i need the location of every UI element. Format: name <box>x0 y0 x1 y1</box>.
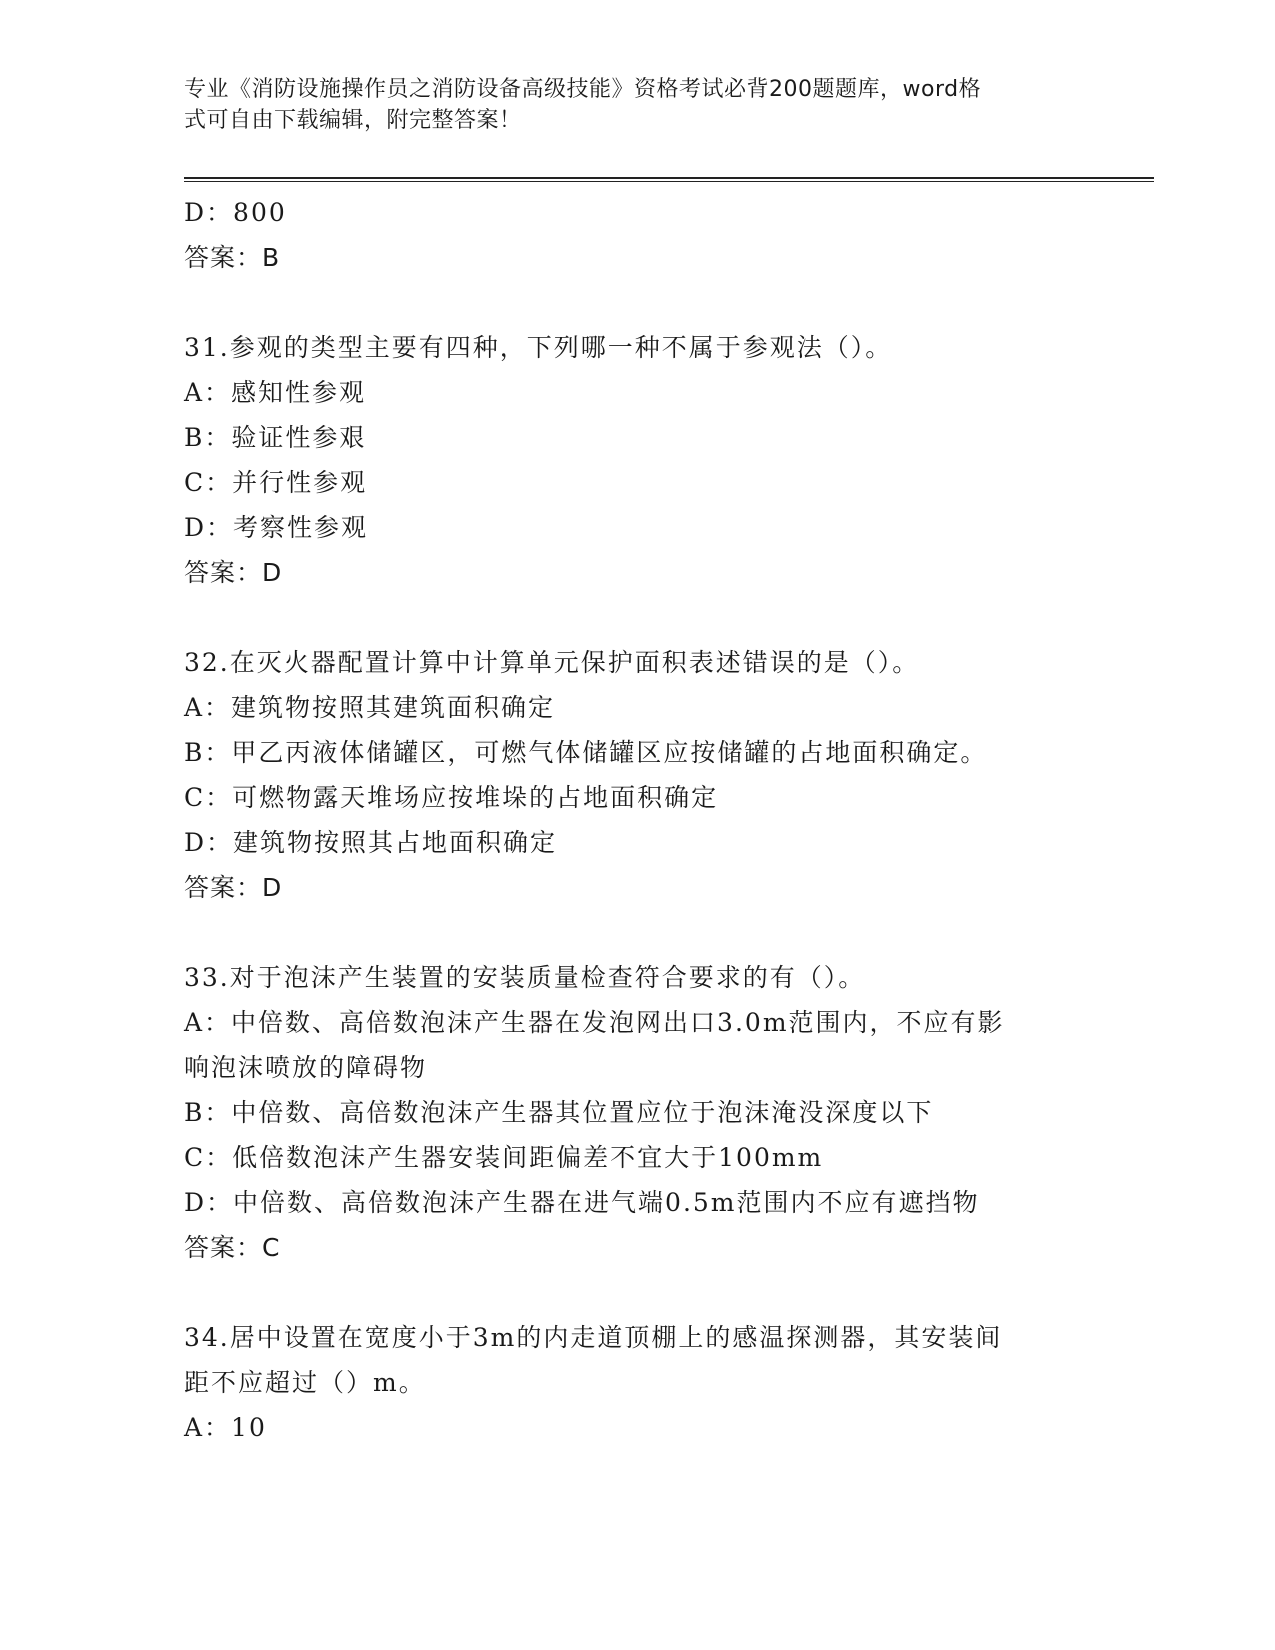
option-c: C：并行性参观 <box>184 468 368 497</box>
answer-line: 答案：B <box>184 243 281 272</box>
option-a: A：中倍数、高倍数泡沫产生器在发泡网出口3.0m范围内，不应有影 <box>184 1008 1005 1037</box>
header-rule-thick <box>184 177 1154 179</box>
header-rule-thin <box>184 181 1154 182</box>
option-d: D：800 <box>184 198 287 227</box>
answer-line: 答案：D <box>184 558 283 587</box>
question-34 <box>184 1315 1144 1450</box>
question-content <box>184 190 1144 1450</box>
spacer <box>184 595 1144 640</box>
option-b: B：验证性参艰 <box>184 423 367 452</box>
option-b: B：甲乙丙液体储罐区，可燃气体储罐区应按储罐的占地面积确定。 <box>184 738 988 767</box>
question-stem-continued: 距不应超过（）m。 <box>184 1368 426 1397</box>
document-header <box>184 74 1074 136</box>
option-c: C：可燃物露天堆场应按堆垛的占地面积确定 <box>184 783 719 812</box>
question-stem: 31.参观的类型主要有四种，下列哪一种不属于参观法（）。 <box>184 333 893 362</box>
header-line-2: 式可自由下载编辑，附完整答案！ <box>184 108 522 133</box>
header-line-1: 专业《消防设施操作员之消防设备高级技能》资格考试必背200题题库，word格 <box>184 77 982 102</box>
option-d: D：考察性参观 <box>184 513 369 542</box>
spacer <box>184 910 1144 955</box>
option-d: D：中倍数、高倍数泡沫产生器在进气端0.5m范围内不应有遮挡物 <box>184 1188 980 1217</box>
answer-line: 答案：D <box>184 873 283 902</box>
option-a: A：建筑物按照其建筑面积确定 <box>184 693 556 722</box>
spacer <box>184 1270 1144 1315</box>
option-b: B：中倍数、高倍数泡沫产生器其位置应位于泡沫淹没深度以下 <box>184 1098 934 1127</box>
option-a: A：10 <box>184 1413 267 1442</box>
option-c: C：低倍数泡沫产生器安装间距偏差不宜大于100mm <box>184 1143 824 1172</box>
spacer <box>184 280 1144 325</box>
question-stem: 34.居中设置在宽度小于3m的内走道顶棚上的感温探测器，其安装间 <box>184 1323 1003 1352</box>
question-33 <box>184 955 1144 1270</box>
question-stem: 33.对于泡沫产生装置的安装质量检查符合要求的有（）。 <box>184 963 866 992</box>
question-32 <box>184 640 1144 910</box>
option-a-continued: 响泡沫喷放的障碍物 <box>184 1053 428 1082</box>
question-stem: 32.在灭火器配置计算中计算单元保护面积表述错误的是（）。 <box>184 648 920 677</box>
question-31 <box>184 325 1144 595</box>
option-a: A：感知性参观 <box>184 378 367 407</box>
option-d: D：建筑物按照其占地面积确定 <box>184 828 558 857</box>
answer-line: 答案：C <box>184 1233 281 1262</box>
